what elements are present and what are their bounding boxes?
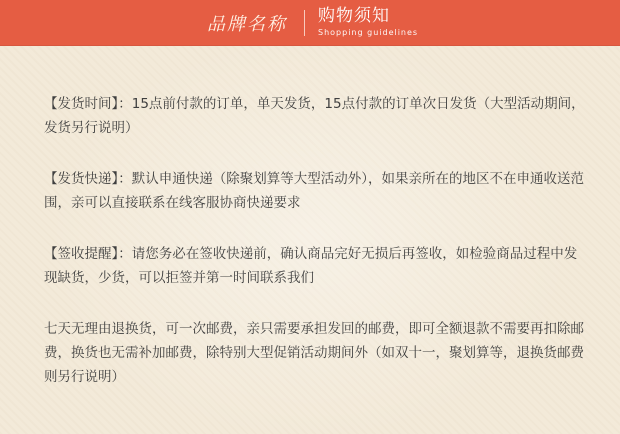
receipt-reminder-item: 【签收提醒】：请您务必在签收快递前，确认商品完好无损后再签收，如检验商品过程中发现缺货，少货，可以拒签并第一时间联系我们 xyxy=(44,246,578,286)
header-banner xyxy=(0,0,620,46)
shipping-time-item: 【发货时间】：15点前付款的订单，单天发货，15点付款的订单次日发货（大型活动期间，发货另行说明） xyxy=(44,96,585,136)
page-title: 购物须知 xyxy=(318,6,390,26)
brand-area xyxy=(0,0,303,46)
courier-item: 【发货快递】：默认申通快递（除聚划算等大型活动外），如果亲所在的地区不在申通收送范围，亲可以直接联系在线客服协商快递要求 xyxy=(44,171,584,211)
guideline-heading xyxy=(318,6,518,40)
brand-name: 品牌名称 xyxy=(207,14,287,35)
return-policy-item: 七天无理由退换货，可一次邮费，亲只需要承担发回的邮费，即可全额退款不需要再扣除邮费，换货也无需补加邮费，除特别大型促销活动期间外（如双十一，聚划算等，退换货邮费则另行说明） xyxy=(44,321,584,385)
page-subtitle: Shopping guidelines xyxy=(318,28,419,37)
guideline-list xyxy=(44,92,589,389)
header-divider xyxy=(304,10,305,36)
